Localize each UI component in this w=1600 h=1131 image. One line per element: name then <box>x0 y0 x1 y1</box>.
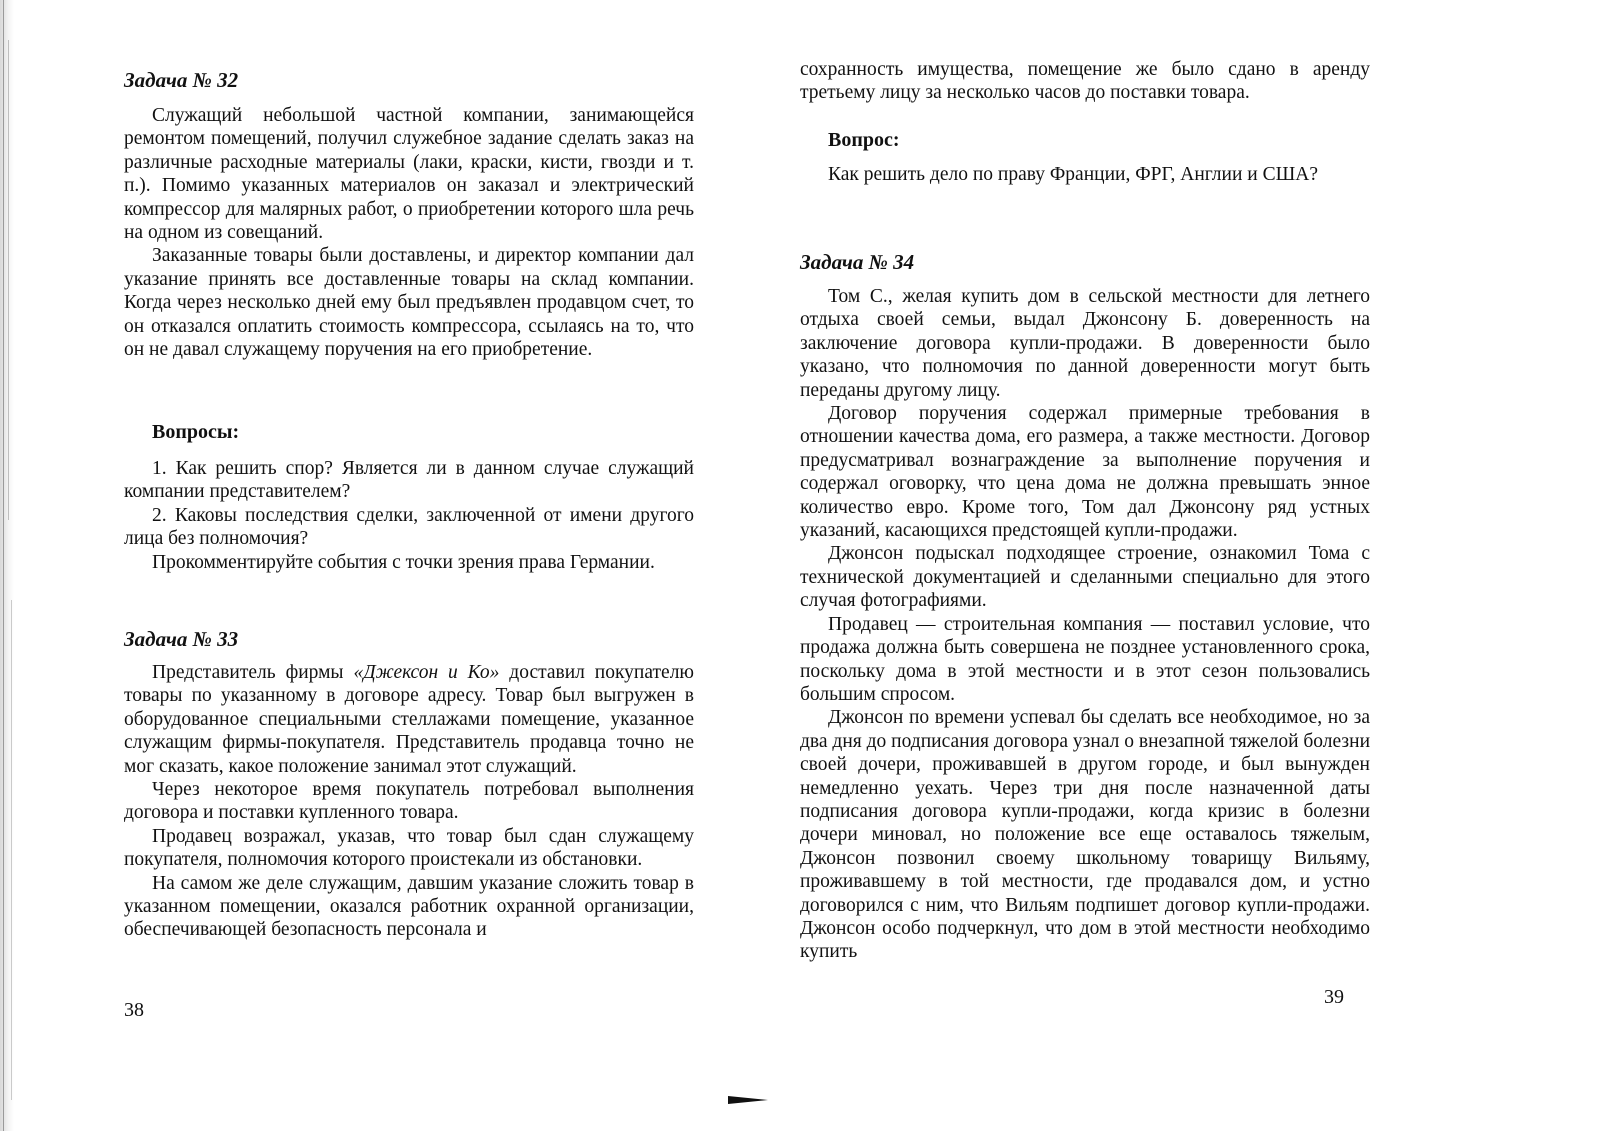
question-heading-block <box>800 128 1370 152</box>
task-32 <box>124 68 694 92</box>
task-33-question <box>800 163 1370 186</box>
binding-line <box>3 0 4 1131</box>
task-32-questions <box>124 457 694 574</box>
page-number: 39 <box>1324 986 1344 1008</box>
task-33-body <box>124 661 694 942</box>
arrow-mark-icon <box>728 1096 768 1104</box>
task-34 <box>800 250 1370 274</box>
question-item: 2. Каковы последствия сделки, заключенной от имени другого лица без полномочия? <box>124 504 694 550</box>
page-number: 38 <box>124 999 144 1021</box>
task-33 <box>124 627 694 651</box>
text-run: Представитель фирмы <box>152 662 354 683</box>
question-item: 1. Как решить спор? Является ли в данном случае служащий компании представителем? <box>124 458 694 503</box>
company-name: «Джексон и Ко» <box>353 662 500 683</box>
task-title: Задача № 34 <box>800 250 915 274</box>
binding-line <box>11 600 12 1100</box>
paragraph <box>124 661 694 778</box>
left-page <box>124 0 694 1131</box>
paragraph: Продавец возражал, указав, что товар был сдан служащему покупателя, полномочия которого проистекали из обстановки. <box>124 825 694 871</box>
question-item: Как решить дело по праву Франции, ФРГ, Англии и США? <box>828 164 1319 185</box>
paragraph: Продавец — строительная компания — поставил условие, что продажа должна быть совершена не позднее установленного срока, поскольку дома в этой местности и в этот сезон пользовались большим спросом. <box>800 613 1370 705</box>
paragraph: Договор поручения содержал примерные требования в отношении качества дома, его размера, а также местности. Договор предусматривал вознаграждение за выполнение поручения и содержал оговорку, что цена дома не должна превышать энное количество евро. Кроме того, Том дал Джонсону ряд устных указаний, касающихся предстоящей купли-продажи. <box>800 403 1370 542</box>
task-title: Задача № 33 <box>124 627 239 651</box>
binding-line <box>8 40 9 520</box>
task-34-body <box>800 285 1370 964</box>
task-32-body <box>124 104 694 361</box>
task-33-continuation <box>800 58 1370 105</box>
question-item: Прокомментируйте события с точки зрения права Германии. <box>152 551 655 573</box>
question-heading: Вопрос: <box>828 129 900 151</box>
paragraph: Через некоторое время покупатель потребовал выполнения договора и поставки купленного товара. <box>124 779 694 824</box>
paragraph: На самом же деле служащим, давшим указание сложить товар в указанном помещении, оказался работник охранной организации, обеспечивающей безопасность персонала и <box>124 872 694 941</box>
questions-heading-block <box>124 420 694 444</box>
right-page <box>800 0 1370 1131</box>
paragraph: Заказанные товары были доставлены, и директор компании дал указание принять все доставленные товары на склад компании. Когда через несколько дней ему был предъявлен продавцом счет, то он отказался оплатить стоимость компрессора, ссылаясь на то, что он не давал служащему поручения на его приобретение. <box>124 245 694 361</box>
paragraph: Джонсон по времени успевал бы сделать все необходимое, но за два дня до подписания договора узнал о внезапной тяжелой болезни своей дочери, проживавшей в другом городе, и был вынужден немедленно уехать. Через три дня после назначенной даты подписания договора купли-продажи, когда кризис в болезни дочери миновал, но положение все еще оставалось тяжелым, Джонсон позвонил своему школьному товарищу Вильяму, проживавшему в той местности, где продавался дом, и устно договорился с ним, что Вильям подпишет договор купли-продажи. Джонсон особо подчеркнул, что дом в этой местности необходимо купить <box>800 707 1370 963</box>
questions-heading: Вопросы: <box>152 421 240 443</box>
text-run: доставил покупателю товары по указанному в договоре адресу. Товар был выгружен в оборудованное специальными стеллажами помещение, указанное служащим фирмы-покупателя. Представитель продавца точно не мог сказать, какое положение занимал этот служащий. <box>124 662 694 777</box>
paragraph: Джонсон подыскал подходящее строение, ознакомил Тома с технической документацией и сделанными специально для этого случая фотографиями. <box>800 543 1370 612</box>
paragraph: Том С., желая купить дом в сельской местности для летнего отдыха своей семьи, выдал Джонсону Б. доверенность на заключение договора купли-продажи. В доверенности было указано, что полномочия по данной доверенности могут быть переданы другому лицу. <box>800 286 1370 401</box>
task-title: Задача № 32 <box>124 68 239 92</box>
paragraph: сохранность имущества, помещение же было сдано в аренду третьему лицу за несколько часов до поставки товара. <box>800 59 1370 104</box>
paragraph: Служащий небольшой частной компании, занимающейся ремонтом помещений, получил служебное задание сделать заказ на различные расходные материалы (лаки, краски, кисти, гвозди и т. п.). Помимо указанных материалов он заказал и электрический компрессор для малярных работ, о приобретении которого шла речь на одном из совещаний. <box>124 105 694 244</box>
